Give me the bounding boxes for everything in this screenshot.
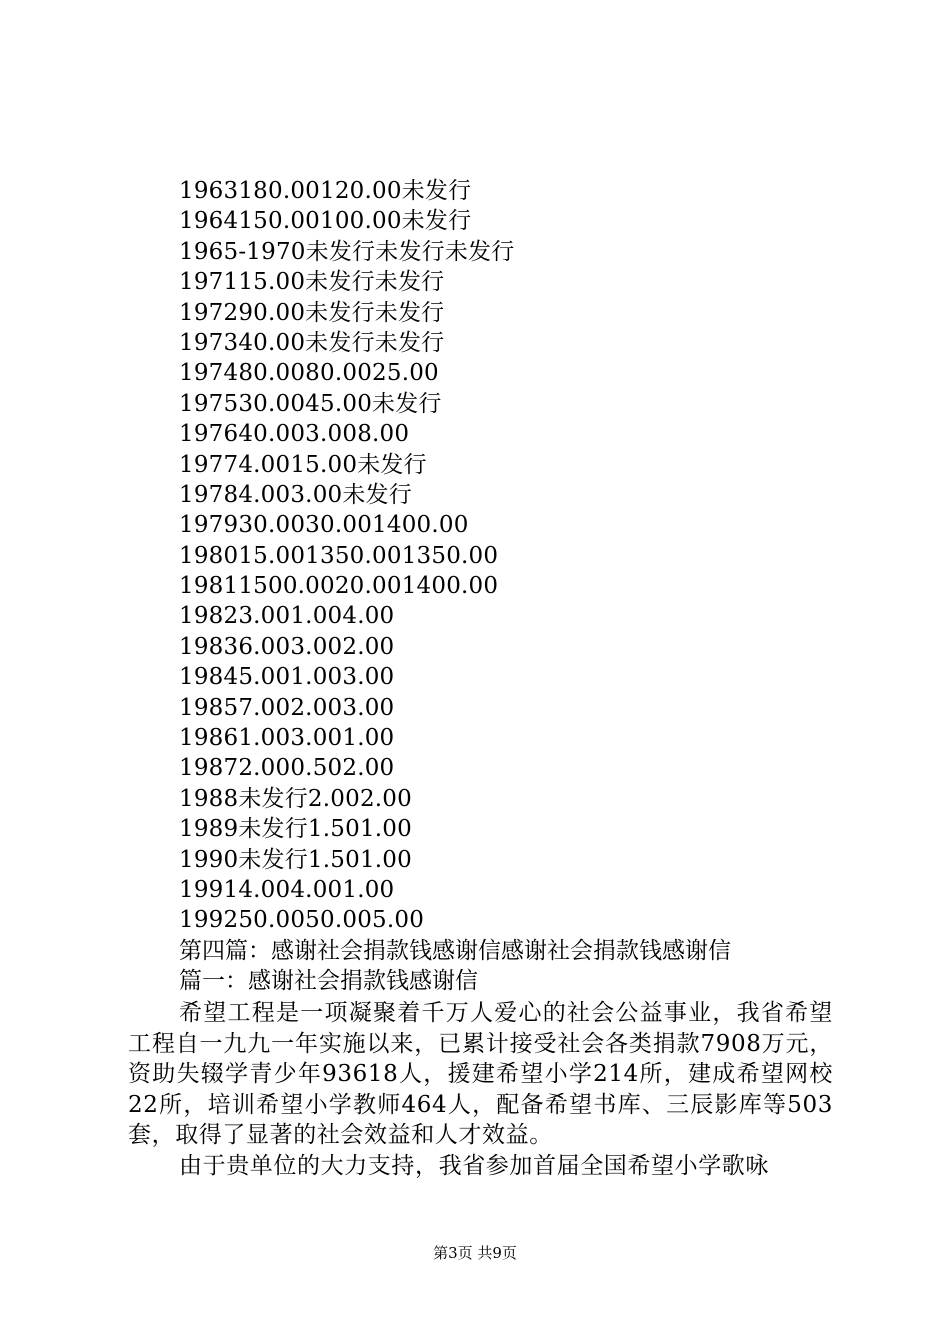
data-line: 199250.0050.005.00	[179, 907, 425, 934]
data-line: 197530.0045.00未发行	[179, 390, 442, 417]
data-line: 197290.00未发行未发行	[179, 299, 445, 326]
data-line: 1964150.00100.00未发行	[179, 208, 472, 235]
data-line: 19823.001.004.00	[179, 603, 395, 630]
data-line: 197640.003.008.00	[179, 421, 410, 448]
data-line: 1990未发行1.501.00	[179, 846, 412, 873]
data-line: 197115.00未发行未发行	[179, 269, 445, 296]
data-line: 19836.003.002.00	[179, 633, 395, 660]
data-line: 198015.001350.001350.00	[179, 542, 499, 569]
data-lines	[179, 176, 514, 936]
data-line: 19774.0015.00未发行	[179, 451, 427, 478]
page-footer: 第3页 共9页	[433, 1244, 517, 1262]
data-line: 197930.0030.001400.00	[179, 512, 469, 539]
data-line: 19784.003.00未发行	[179, 481, 412, 508]
data-line: 19845.001.003.00	[179, 664, 395, 691]
data-line: 19861.003.001.00	[179, 725, 395, 752]
section-title: 第四篇：感谢社会捐款钱感谢信感谢社会捐款钱感谢信	[179, 938, 731, 964]
paragraph-2: 由于贵单位的大力支持，我省参加首届全国希望小学歌咏	[179, 1152, 769, 1179]
body-text	[128, 998, 833, 1182]
data-line: 19811500.0020.001400.00	[179, 573, 499, 600]
data-line: 19914.004.001.00	[179, 876, 395, 903]
data-line: 197480.0080.0025.00	[179, 360, 439, 387]
data-line: 19872.000.502.00	[179, 755, 395, 782]
paragraph-1: 希望工程是一项凝聚着千万人爱心的社会公益事业，我省希望工程自一九九一年实施以来，已累计接受社会各类捐款7908万元，资助失辍学青少年93618人，援建希望小学214所，建成希望网校22所，培训希望小学教师464人，配备希望书库、三辰影库等503套，取得了显著的社会效益和人才效益。	[128, 1000, 833, 1149]
data-line: 1965-1970未发行未发行未发行	[179, 238, 515, 265]
data-line: 1989未发行1.501.00	[179, 816, 412, 843]
sub-title: 篇一：感谢社会捐款钱感谢信	[179, 968, 478, 994]
data-line: 1988未发行2.002.00	[179, 785, 412, 812]
data-line: 19857.002.003.00	[179, 694, 395, 721]
data-line: 1963180.00120.00未发行	[179, 178, 472, 204]
data-line: 197340.00未发行未发行	[179, 329, 445, 356]
